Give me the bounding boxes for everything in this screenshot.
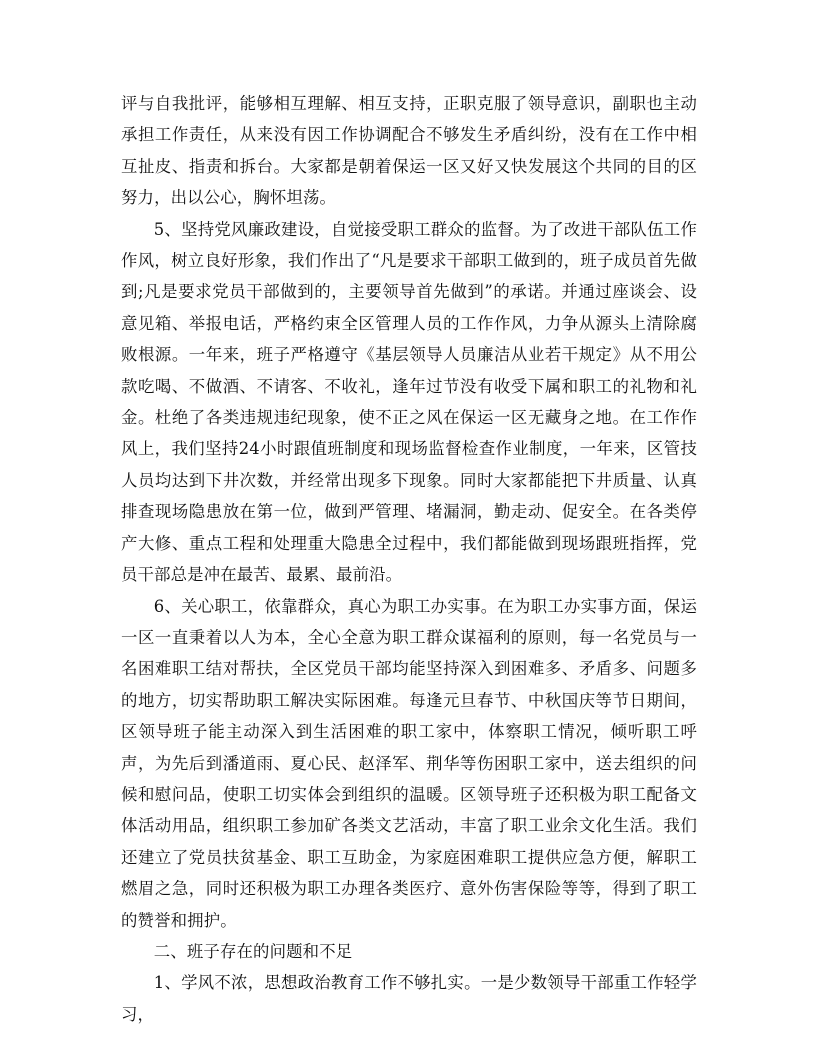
paragraph-problem-1: 1、学风不浓，思想政治教育工作不够扎实。一是少数领导干部重工作轻学习， — [121, 973, 697, 1024]
section-heading: 二、班子存在的问题和不足 — [153, 941, 353, 961]
paragraph-continuation: 评与自我批评，能够相互理解、相互支持，正职克服了领导意识，副职也主动承担工作责任，从来没有因工作协调配合不够发生矛盾纠纷，没有在工作中相互扯皮、指责和拆台。大家都是朝着保运一区又好又快发展这个共同的目的区努力，出以公心，胸怀坦荡。 — [121, 94, 697, 208]
document-page — [121, 88, 697, 1030]
paragraph-item-5: 5、坚持党风廉政建设，自觉接受职工群众的监督。为了改进干部队伍工作作风，树立良好形象，我们作出了“凡是要求干部职工做到的，班子成员首先做到;凡是要求党员干部做到的，主要领导首先做到”的承诺。并通过座谈会、设意见箱、举报电话，严格约束全区管理人员的工作作风，力争从源头上清除腐败根源。一年来，班子严格遵守《基层领导人员廉洁从业若干规定》从不用公款吃喝、不做酒、不请客、不收礼，逢年过节没有收受下属和职工的礼物和礼金。杜绝了各类违规违纪现象，使不正之风在保运一区无藏身之地。在工作作风上，我们坚持24小时跟值班制度和现场监督检查作业制度，一年来，区管技人员均达到下井次数，并经常出现多下现象。同时大家都能把下井质量、认真排查现场隐患放在第一位，做到严管理、堵漏洞，勤走动、促安全。在各类停产大修、重点工程和处理重大隐患全过程中，我们都能做到现场跟班指挥，党员干部总是冲在最苦、最累、最前沿。 — [121, 219, 697, 585]
paragraph-item-6: 6、关心职工，依靠群众，真心为职工办实事。在为职工办实事方面，保运一区一直秉着以人为本，全心全意为职工群众谋福利的原则，每一名党员与一名困难职工结对帮扶，全区党员干部均能坚持深入到困难多、矛盾多、问题多的地方，切实帮助职工解决实际困难。每逢元旦春节、中秋国庆等节日期间，区领导班子能主动深入到生活困难的职工家中，体察职工情况，倾听职工呼声，为先后到潘道雨、夏心民、赵泽军、荆华等伤困职工家中，送去组织的问候和慰问品，使职工切实体会到组织的温暖。区领导班子还积极为职工配备文体活动用品，组织职工参加矿各类文艺活动，丰富了职工业余文化生活。我们还建立了党员扶贫基金、职工互助金，为家庭困难职工提供应急方便，解职工燃眉之急，同时还积极为职工办理各类医疗、意外伤害保险等等，得到了职工的赞誉和拥护。 — [121, 596, 697, 930]
